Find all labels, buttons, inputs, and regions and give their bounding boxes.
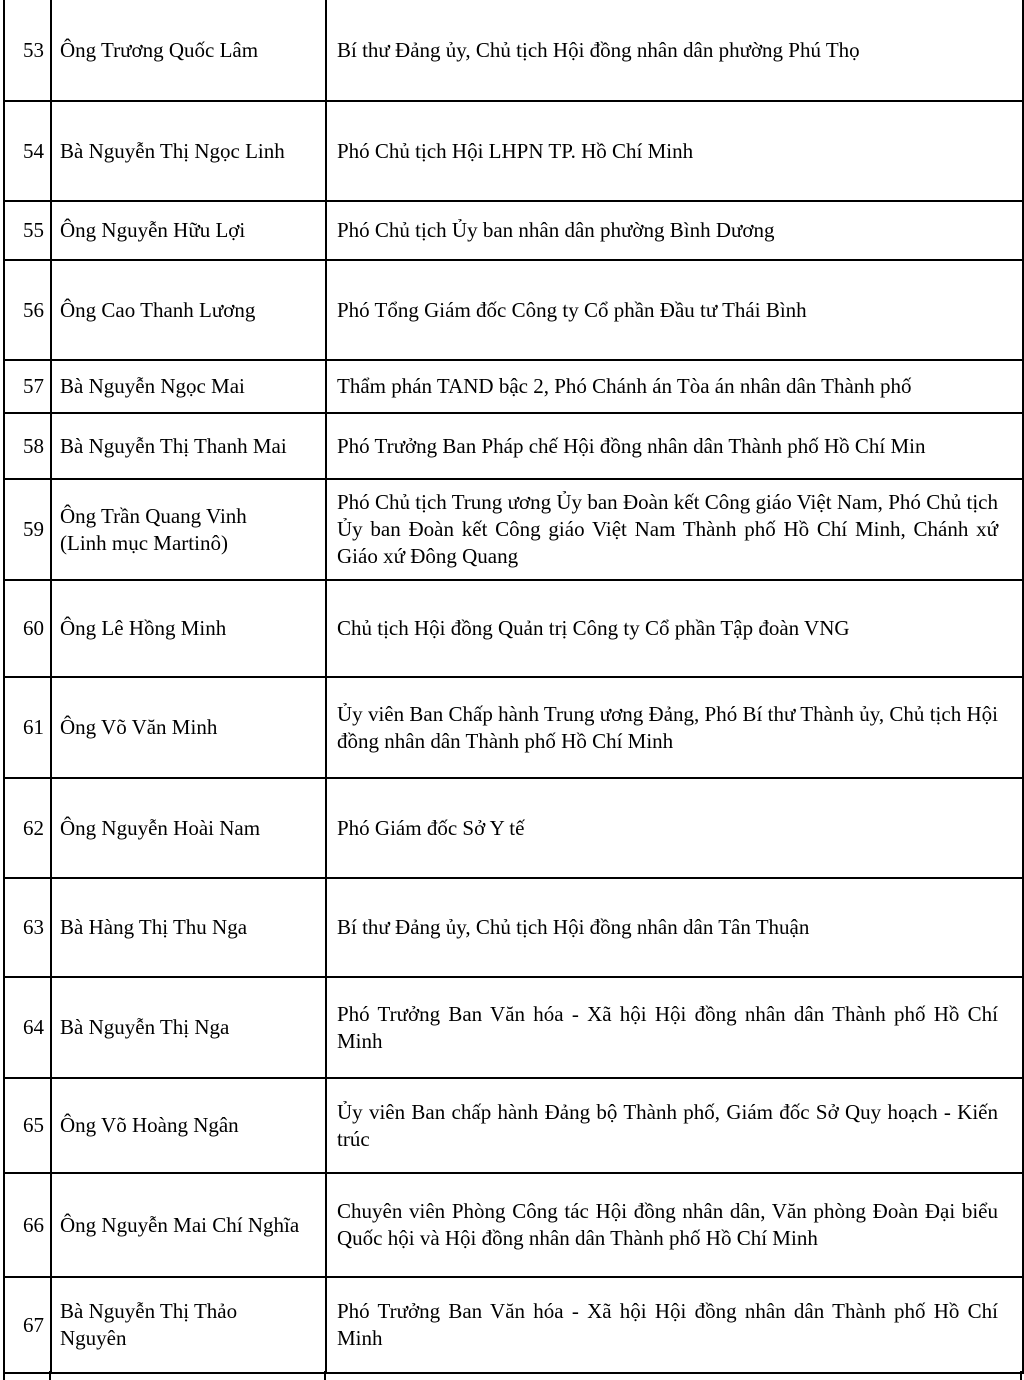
row-number-cell: 59 (4, 479, 51, 580)
table-row (4, 0, 1023, 101)
person-name-cell: Bà Nguyễn Thị Ngọc Linh (51, 101, 326, 201)
table-row (4, 1078, 1023, 1173)
person-name-cell: Ông Nguyễn Hoài Nam (51, 778, 326, 878)
table-row (4, 677, 1023, 778)
row-number-cell: 56 (4, 260, 51, 360)
position-title-cell: Ủy viên Ban chấp hành Đảng bộ Thành phố, Giám đốc Sở Quy hoạch - Kiến trúc (326, 1078, 1023, 1173)
row-number-cell: 62 (4, 778, 51, 878)
table-row (4, 260, 1023, 360)
table-row (4, 1173, 1023, 1277)
row-number-cell: 63 (4, 878, 51, 977)
col1-border-stub (49, 1371, 51, 1380)
person-name-cell: Bà Nguyễn Thị Thanh Mai (51, 413, 326, 479)
person-name-cell: Ông Cao Thanh Lương (51, 260, 326, 360)
personnel-table (3, 0, 1024, 1374)
position-title-cell: Phó Chủ tịch Ủy ban nhân dân phường Bình Dương (326, 201, 1023, 260)
col2-border-stub (324, 1371, 326, 1380)
person-name-cell: Ông Võ Hoàng Ngân (51, 1078, 326, 1173)
position-title-cell: Bí thư Đảng ủy, Chủ tịch Hội đồng nhân dân Tân Thuận (326, 878, 1023, 977)
position-title-cell: Bí thư Đảng ủy, Chủ tịch Hội đồng nhân dân phường Phú Thọ (326, 0, 1023, 101)
table-row (4, 580, 1023, 677)
person-name-cell: Bà Hàng Thị Thu Nga (51, 878, 326, 977)
table-row (4, 101, 1023, 201)
person-name-cell: Bà Nguyễn Thị Thảo Nguyên (51, 1277, 326, 1373)
row-number-cell: 65 (4, 1078, 51, 1173)
person-name-cell: Ông Nguyễn Mai Chí Nghĩa (51, 1173, 326, 1277)
position-title-cell: Ủy viên Ban Chấp hành Trung ương Đảng, Phó Bí thư Thành ủy, Chủ tịch Hội đồng nhân dân Thành phố Hồ Chí Minh (326, 677, 1023, 778)
table-row (4, 479, 1023, 580)
position-title-cell: Phó Chủ tịch Trung ương Ủy ban Đoàn kết Công giáo Việt Nam, Phó Chủ tịch Ủy ban Đoàn kết Công giáo Việt Nam Thành phố Hồ Chí Minh, Chánh xứ Giáo xứ Đông Quang (326, 479, 1023, 580)
table-row (4, 878, 1023, 977)
position-title-cell: Phó Chủ tịch Hội LHPN TP. Hồ Chí Minh (326, 101, 1023, 201)
position-title-cell: Phó Trưởng Ban Văn hóa - Xã hội Hội đồng nhân dân Thành phố Hồ Chí Minh (326, 977, 1023, 1078)
row-number-cell: 61 (4, 677, 51, 778)
row-number-cell: 53 (4, 0, 51, 101)
position-title-cell: Phó Trưởng Ban Pháp chế Hội đồng nhân dân Thành phố Hồ Chí Min (326, 413, 1023, 479)
row-number-cell: 54 (4, 101, 51, 201)
right-border-stub (1020, 1371, 1022, 1380)
table-row (4, 413, 1023, 479)
position-title-cell: Thẩm phán TAND bậc 2, Phó Chánh án Tòa án nhân dân Thành phố (326, 360, 1023, 413)
row-number-cell: 55 (4, 201, 51, 260)
position-title-cell: Chuyên viên Phòng Công tác Hội đồng nhân dân, Văn phòng Đoàn Đại biểu Quốc hội và Hội đồng nhân dân Thành phố Hồ Chí Minh (326, 1173, 1023, 1277)
row-number-cell: 58 (4, 413, 51, 479)
person-name-cell: Ông Nguyễn Hữu Lợi (51, 201, 326, 260)
table-row (4, 778, 1023, 878)
left-border-stub (3, 1371, 5, 1380)
row-number-cell: 64 (4, 977, 51, 1078)
row-number-cell: 67 (4, 1277, 51, 1373)
position-title-cell: Phó Tổng Giám đốc Công ty Cổ phần Đầu tư Thái Bình (326, 260, 1023, 360)
person-name-cell: Ông Trương Quốc Lâm (51, 0, 326, 101)
row-number-cell: 57 (4, 360, 51, 413)
person-name-cell: Bà Nguyễn Ngọc Mai (51, 360, 326, 413)
person-name-cell: Bà Nguyễn Thị Nga (51, 977, 326, 1078)
row-number-cell: 66 (4, 1173, 51, 1277)
table-row (4, 977, 1023, 1078)
person-name-cell: Ông Trần Quang Vinh (Linh mục Martinô) (51, 479, 326, 580)
table-row (4, 201, 1023, 260)
person-name-cell: Ông Võ Văn Minh (51, 677, 326, 778)
position-title-cell: Phó Giám đốc Sở Y tế (326, 778, 1023, 878)
position-title-cell: Phó Trưởng Ban Văn hóa - Xã hội Hội đồng nhân dân Thành phố Hồ Chí Minh (326, 1277, 1023, 1373)
table-row (4, 360, 1023, 413)
table-row (4, 1277, 1023, 1373)
position-title-cell: Chủ tịch Hội đồng Quản trị Công ty Cổ phần Tập đoàn VNG (326, 580, 1023, 677)
person-name-cell: Ông Lê Hồng Minh (51, 580, 326, 677)
row-number-cell: 60 (4, 580, 51, 677)
